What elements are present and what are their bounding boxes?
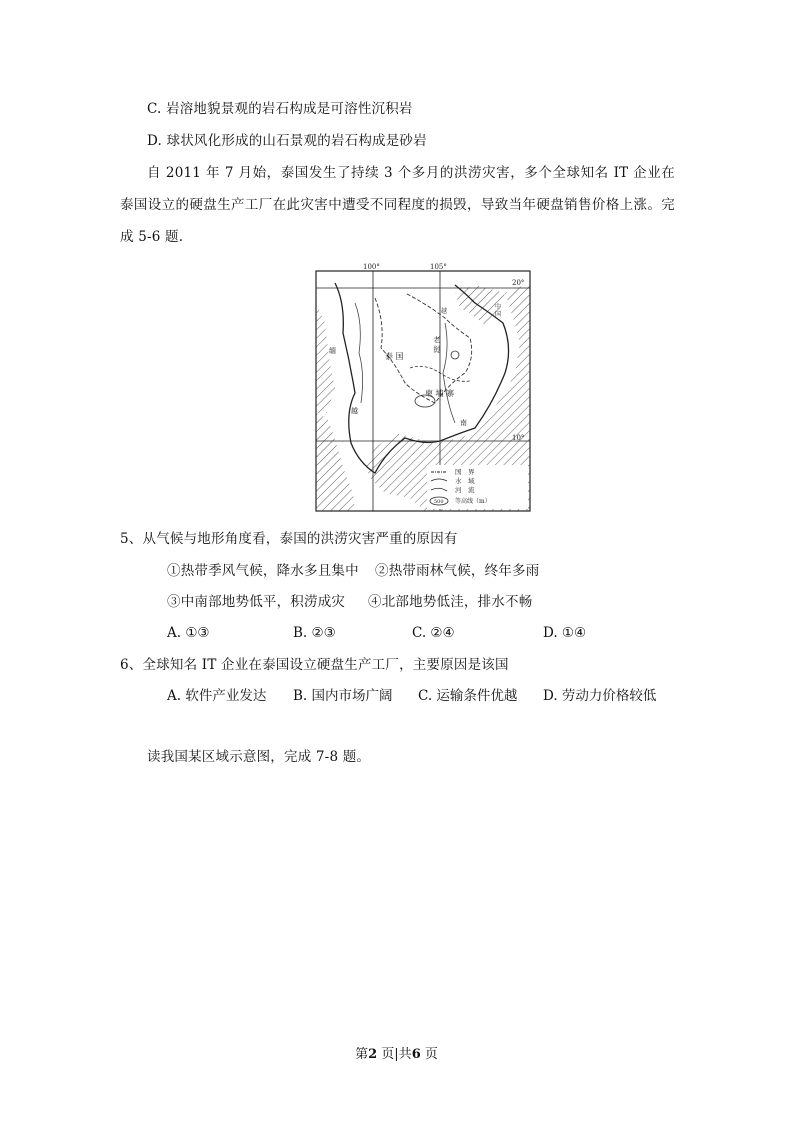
q5-item-1: ①热带季风气候，降水多且集中 — [167, 563, 359, 579]
label-laos: 老 挝 — [433, 336, 441, 353]
label-myanmar: 缅 — [329, 347, 336, 355]
legend-water: 水 域 — [455, 477, 475, 485]
footer-mid: 页|共 — [377, 1047, 412, 1062]
q4-option-c: C. 岩溶地貌景观的岩石构成是可溶性沉积岩 — [147, 101, 413, 117]
thailand-map — [315, 263, 532, 513]
q5-option-b: B. ②③ — [293, 625, 336, 641]
q5-stem: 5、从气候与地形角度看，泰国的洪涝灾害严重的原因有 — [120, 531, 458, 547]
q6-option-d: D. 劳动力价格较低 — [543, 688, 657, 704]
footer-page-number: 2 — [368, 1047, 378, 1062]
footer-prefix: 第 — [355, 1047, 369, 1062]
q5-item-3: ③中南部地势低平，积涝成灾 — [167, 594, 346, 610]
q5-item-2: ②热带雨林气候，终年多雨 — [375, 563, 540, 579]
q6-option-a: A. 软件产业发达 — [167, 688, 267, 704]
lon-label-105: 105° — [430, 263, 447, 271]
page-footer — [0, 1043, 793, 1062]
label-sea: 南 — [460, 419, 467, 427]
q6-option-b: B. 国内市场广阔 — [293, 688, 393, 704]
q5-item-4: ④北部地势低洼，排水不畅 — [368, 594, 533, 610]
lat-label-20: 20° — [512, 279, 525, 287]
label-vietnam-north: 越 — [441, 308, 448, 315]
q6-option-c: C. 运输条件优越 — [418, 688, 518, 704]
map-legend — [427, 465, 528, 509]
label-thailand: 泰 国 — [385, 352, 404, 361]
legend-border: 国 界 — [455, 468, 475, 476]
label-vietnam: 越 — [351, 407, 358, 415]
label-china: 中 国 — [493, 303, 501, 317]
label-cambodia: 柬 埔 寨 — [425, 389, 455, 398]
q5-option-d: D. ①④ — [543, 625, 587, 641]
lat-label-10: 10° — [512, 434, 525, 442]
footer-total-pages: 6 — [411, 1047, 421, 1062]
footer-suffix: 页 — [420, 1047, 438, 1062]
legend-river: 河 流 — [455, 486, 475, 494]
legend-contour-value: 500 — [434, 499, 444, 505]
q6-stem: 6、全球知名 IT 企业在泰国设立硬盘生产工厂，主要原因是该国 — [120, 657, 509, 673]
q5-option-c: C. ②④ — [412, 625, 455, 641]
lon-label-100: 100° — [363, 263, 380, 271]
legend-contour: 等高线（m） — [455, 498, 491, 505]
intro-5-6: 自 2011 年 7 月始，泰国发生了持续 3 个多月的洪涝灾害，多个全球知名 IT 企业在泰国设立的硬盘生产工厂在此灾害中遭受不同程度的损毁，导致当年硬盘销售价格上涨。完成 5-6 题. — [120, 165, 675, 245]
q4-option-d: D. 球状风化形成的山石景观的岩石构成是砂岩 — [147, 133, 427, 149]
q5-option-a: A. ①③ — [167, 625, 210, 641]
intro-7-8: 读我国某区域示意图，完成 7-8 题。 — [147, 749, 371, 765]
